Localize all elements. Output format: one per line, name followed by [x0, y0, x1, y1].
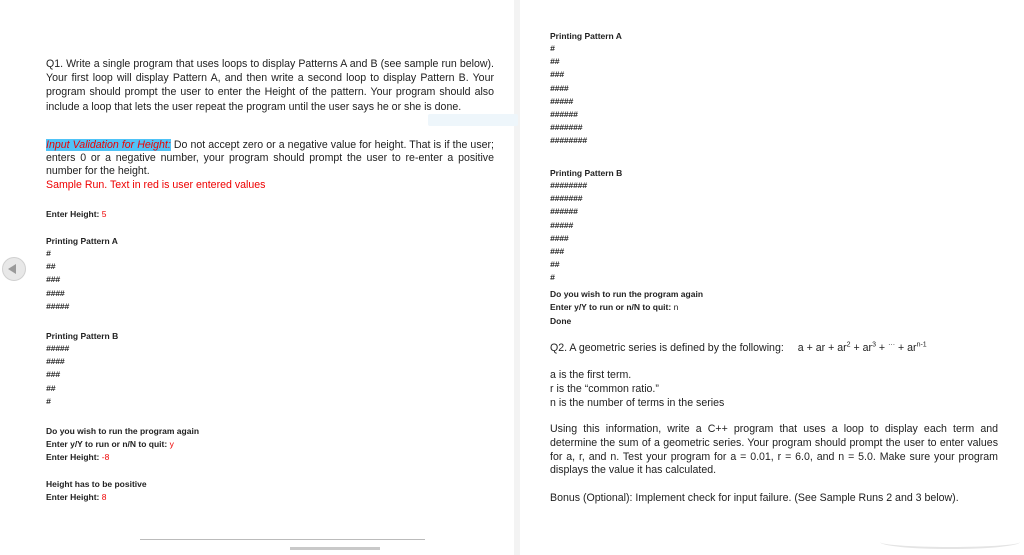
run-again-prompt-right: Do you wish to run the program again: [550, 289, 704, 299]
input-validation-text: Do not accept zero or a negative value for height. That is if the user; enters 0 or a negative number, your program should prompt the user to re-enter a positive number for the height.: [46, 139, 494, 178]
pattern-b-title-left: Printing Pattern B: [46, 331, 119, 341]
yn-prompt-line-right: Enter y/Y to run or n/N to quit: n: [550, 302, 679, 312]
previous-page-button[interactable]: [2, 257, 26, 281]
definition-a: a is the first term.: [550, 369, 632, 381]
pattern-b-output-left: ##### #### ### ## #: [46, 344, 70, 407]
done-message: Done: [550, 316, 572, 326]
enter-height-line: Enter Height: 5: [46, 209, 107, 219]
question-1-text: Q1. Write a single program that uses loops to display Patterns A and B (see sample run below). Your first loop will display Pattern A, and then write a second loop to display Pattern B. Your program should prompt the user to enter the Height of the pattern. Your program should also include a loop that lets the user repeat the program until the user says he or she is done.: [46, 58, 494, 113]
page-curl-shadow: [880, 535, 1020, 549]
run-again-prompt-left: Do you wish to run the program again: [46, 426, 200, 436]
input-validation-paragraph: [46, 139, 494, 192]
height-input-value-3: 8: [101, 492, 107, 502]
scroll-thumb[interactable]: [290, 547, 380, 550]
enter-height-line-3: Enter Height: 8: [46, 492, 107, 502]
height-positive-message: Height has to be positive: [46, 479, 147, 489]
question-2-intro-line: Q2. A geometric series is defined by the following: a + ar + $ar^2 + ar^3 + ^{\cdot\cdot\cdot} + ar^{n-1}$: [550, 341, 927, 354]
height-input-value: 5: [101, 209, 107, 219]
yn-input-value-right: n: [673, 302, 679, 312]
input-validation-label: Input Validation for Height:: [46, 139, 171, 151]
pattern-b-title-right: Printing Pattern B: [550, 168, 623, 178]
pattern-a-title-right: Printing Pattern A: [550, 31, 622, 41]
yn-prompt-line-left: Enter y/Y to run or n/N to quit: y: [46, 439, 174, 449]
yn-input-value-left: y: [169, 439, 174, 449]
definition-r: r is the “common ratio.”: [550, 383, 659, 395]
enter-height-line-2: Enter Height: -8: [46, 452, 110, 462]
faint-overlay-box: [428, 114, 518, 126]
pattern-a-title-left: Printing Pattern A: [46, 236, 118, 246]
definition-n: n is the number of terms in the series: [550, 397, 725, 409]
height-input-value-2: -8: [101, 452, 110, 462]
sample-run-note: Sample Run. Text in red is user entered values: [46, 178, 266, 191]
geometric-series-formula: a + ar + $ar^2 + ar^3 + ^{\cdot\cdot\cdot} + ar^{n-1}$: [797, 341, 927, 354]
question-2-instructions: Using this information, write a C++ program that uses a loop to display each term and determine the sum of a geometric series. Your program should prompt the user to enter values for a, r, and n. Test your program for a = 0.01, r = 6.0, and n = 5.0. Make sure your program displays the value it has calculated.: [550, 423, 998, 477]
pattern-a-output-left: # ## ### #### #####: [46, 249, 70, 312]
pattern-b-output-right: ######## ####### ###### ##### #### ### ## #: [550, 181, 587, 284]
pattern-a-output-right: # ## ### #### ##### ###### ####### ########: [550, 44, 587, 147]
scroll-track: [140, 539, 425, 540]
bonus-text: Bonus (Optional): Implement check for input failure. (See Sample Runs 2 and 3 below).: [550, 492, 959, 504]
